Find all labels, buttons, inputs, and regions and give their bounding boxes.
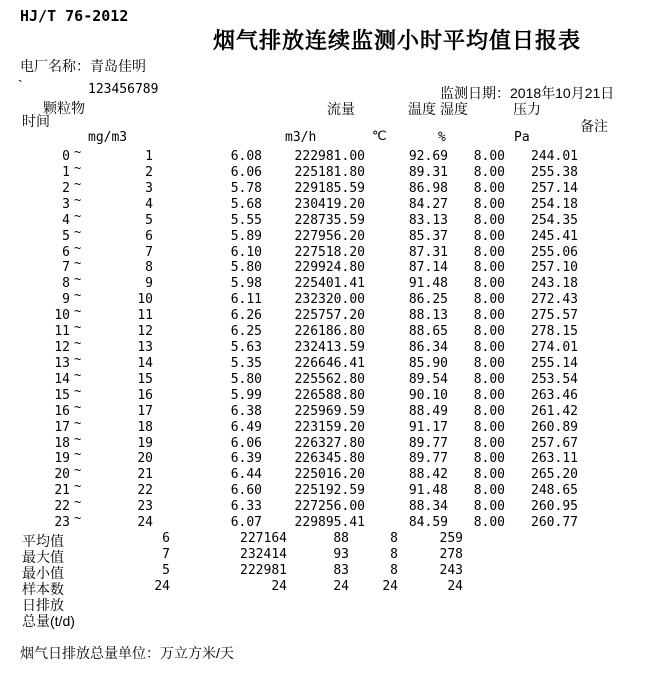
pressure-value: 254.18 [531,197,578,212]
humidity-value: 8.00 [473,467,505,482]
table-row [0,479,652,499]
flow-value: 225401.41 [294,276,365,291]
summary-flow-value: 232414 [240,547,287,562]
temperature-value: 85.37 [408,229,448,244]
tilde-separator: ~ [74,384,82,398]
pressure-value: 272.43 [531,292,578,307]
summary-pressure-value: 243 [439,563,463,578]
tilde-separator: ~ [74,193,82,207]
table-row [0,320,652,340]
summary-label: 平均值 [22,533,64,549]
hour-start: 18 [54,436,70,451]
temperature-value: 83.13 [408,213,448,228]
pressure-value: 260.77 [531,515,578,530]
summary-humidity-value: 24 [382,579,398,594]
plant-name-line [20,56,146,76]
summary-particulate-value: 6 [162,531,170,546]
humidity-value: 8.00 [473,388,505,403]
pressure-value: 260.89 [531,420,578,435]
unit-humidity: % [438,130,446,145]
pressure-value: 257.67 [531,436,578,451]
humidity-value: 8.00 [473,229,505,244]
particulate-value: 5.80 [230,372,262,387]
flow-value: 226588.80 [294,388,365,403]
standard-code: HJ/T 76-2012 [20,7,129,25]
flow-value: 229924.80 [294,260,365,275]
temperature-value: 84.59 [408,515,448,530]
hour-end: 1 [145,149,153,164]
temperature-value: 92.69 [408,149,448,164]
pressure-value: 274.01 [531,340,578,355]
temperature-value: 88.49 [408,404,448,419]
hour-end: 21 [137,467,153,482]
humidity-value: 8.00 [473,245,505,260]
temperature-value: 86.25 [408,292,448,307]
column-header-humidity: 湿度 [440,101,468,117]
unit-particulate: mg/m3 [88,130,128,145]
hour-start: 3 [62,197,70,212]
column-header-time: 时间 [22,113,50,129]
summary-row [0,547,652,563]
hour-end: 19 [137,436,153,451]
hour-start: 7 [62,260,70,275]
flow-value: 232413.59 [294,340,365,355]
summary-temperature-value: 83 [333,563,349,578]
particulate-value: 6.39 [230,451,262,466]
humidity-value: 8.00 [473,404,505,419]
particulate-value: 6.10 [230,245,262,260]
flow-value: 225562.80 [294,372,365,387]
hour-start: 5 [62,229,70,244]
summary-pressure-value: 259 [439,531,463,546]
summary-flow-value: 24 [271,579,287,594]
flow-value: 232320.00 [294,292,365,307]
tilde-separator: ~ [74,432,82,446]
footer-note: 烟气日排放总量单位：万立方米/天 [20,645,234,661]
tilde-separator: ~ [74,447,82,461]
table-row [0,193,652,213]
temperature-value: 88.13 [408,308,448,323]
flow-value: 227518.20 [294,245,365,260]
summary-temperature-value: 93 [333,547,349,562]
flow-value: 225016.20 [294,467,365,482]
hour-start: 13 [54,356,70,371]
temperature-value: 89.31 [408,165,448,180]
summary-row [0,563,652,579]
table-row [0,511,652,531]
column-header-flow: 流量 [327,101,355,117]
temperature-value: 89.54 [408,372,448,387]
humidity-value: 8.00 [473,260,505,275]
particulate-value: 5.98 [230,276,262,291]
pressure-value: 278.15 [531,324,578,339]
hour-start: 9 [62,292,70,307]
table-row [0,336,652,356]
table-row [0,416,652,436]
pressure-value: 257.14 [531,181,578,196]
column-header-remark: 备注 [580,118,608,134]
particulate-value: 5.80 [230,260,262,275]
humidity-value: 8.00 [473,420,505,435]
unit-flow: m3/h [285,130,317,145]
flow-value: 226186.80 [294,324,365,339]
summary-pressure-value: 278 [439,547,463,562]
tilde-separator: ~ [74,416,82,430]
humidity-value: 8.00 [473,515,505,530]
flow-value: 222981.00 [294,149,365,164]
temperature-value: 91.48 [408,483,448,498]
particulate-value: 6.06 [230,165,262,180]
particulate-value: 5.89 [230,229,262,244]
summary-label: 样本数 [22,581,64,597]
column-header-temperature: 温度 [408,101,436,117]
serial-number: 123456789 [88,82,159,97]
pressure-value: 245.41 [531,229,578,244]
table-row [0,256,652,276]
summary-row [0,579,652,595]
hour-start: 19 [54,451,70,466]
temperature-value: 91.17 [408,420,448,435]
tilde-separator: ~ [74,177,82,191]
flow-value: 226646.41 [294,356,365,371]
hour-end: 15 [137,372,153,387]
table-row [0,432,652,452]
particulate-value: 6.33 [230,499,262,514]
pressure-value: 263.46 [531,388,578,403]
hour-end: 22 [137,483,153,498]
flow-value: 226345.80 [294,451,365,466]
hour-end: 13 [137,340,153,355]
hour-end: 12 [137,324,153,339]
hour-start: 21 [54,483,70,498]
flow-value: 225969.59 [294,404,365,419]
hour-start: 8 [62,276,70,291]
flow-value: 229185.59 [294,181,365,196]
hour-start: 6 [62,245,70,260]
temperature-value: 87.31 [408,245,448,260]
summary-temperature-value: 88 [333,531,349,546]
hour-start: 1 [62,165,70,180]
hour-start: 0 [62,149,70,164]
particulate-value: 6.07 [230,515,262,530]
hour-end: 24 [137,515,153,530]
table-row [0,272,652,292]
pressure-value: 275.57 [531,308,578,323]
monitor-date-label: 监测日期： [440,85,510,101]
hour-end: 5 [145,213,153,228]
humidity-value: 8.00 [473,149,505,164]
hour-end: 11 [137,308,153,323]
temperature-value: 88.42 [408,467,448,482]
pressure-value: 253.54 [531,372,578,387]
tilde-separator: ~ [74,241,82,255]
particulate-value: 6.49 [230,420,262,435]
hour-end: 2 [145,165,153,180]
summary-particulate-value: 5 [162,563,170,578]
hour-start: 4 [62,213,70,228]
particulate-value: 6.26 [230,308,262,323]
table-row [0,145,652,165]
plant-name-label: 电厂名称： [20,58,90,74]
table-row [0,368,652,388]
pressure-value: 257.10 [531,260,578,275]
tilde-separator: ~ [74,209,82,223]
column-header-pressure: 压力 [513,101,541,117]
humidity-value: 8.00 [473,499,505,514]
humidity-value: 8.00 [473,292,505,307]
particulate-value: 5.99 [230,388,262,403]
summary-humidity-value: 8 [390,563,398,578]
particulate-value: 6.44 [230,467,262,482]
humidity-value: 8.00 [473,340,505,355]
humidity-value: 8.00 [473,213,505,228]
temperature-value: 88.34 [408,499,448,514]
humidity-value: 8.00 [473,181,505,196]
table-row [0,384,652,404]
tick-mark: ` [18,77,23,93]
table-row [0,447,652,467]
summary-temperature-value: 24 [333,579,349,594]
pressure-value: 255.38 [531,165,578,180]
table-row [0,288,652,308]
hour-end: 9 [145,276,153,291]
summary-row [0,531,652,547]
tilde-separator: ~ [74,145,82,159]
hour-start: 20 [54,467,70,482]
temperature-value: 85.90 [408,356,448,371]
temperature-value: 86.98 [408,181,448,196]
pressure-value: 243.18 [531,276,578,291]
particulate-value: 6.60 [230,483,262,498]
tilde-separator: ~ [74,352,82,366]
humidity-value: 8.00 [473,276,505,291]
table-row [0,463,652,483]
report-title: 烟气排放连续监测小时平均值日报表 [213,28,582,53]
tilde-separator: ~ [74,495,82,509]
pressure-value: 254.35 [531,213,578,228]
table-row [0,177,652,197]
tilde-separator: ~ [74,320,82,334]
hour-start: 12 [54,340,70,355]
hour-start: 15 [54,388,70,403]
summary-particulate-value: 7 [162,547,170,562]
summary-humidity-value: 8 [390,547,398,562]
particulate-value: 6.06 [230,436,262,451]
column-header-particulate: 颗粒物 [43,100,85,116]
particulate-value: 5.63 [230,340,262,355]
flow-value: 229895.41 [294,515,365,530]
summary-label: 最小值 [22,565,64,581]
particulate-value: 5.55 [230,213,262,228]
temperature-value: 87.14 [408,260,448,275]
pressure-value: 255.14 [531,356,578,371]
tilde-separator: ~ [74,400,82,414]
summary-flow-value: 227164 [240,531,287,546]
humidity-value: 8.00 [473,165,505,180]
humidity-value: 8.00 [473,324,505,339]
unit-pressure: Pa [514,130,530,145]
humidity-value: 8.00 [473,356,505,371]
temperature-value: 88.65 [408,324,448,339]
monitor-date-value: 2018年10月21日 [510,85,615,101]
hour-start: 2 [62,181,70,196]
table-row [0,161,652,181]
flow-value: 228735.59 [294,213,365,228]
tilde-separator: ~ [74,368,82,382]
particulate-value: 5.68 [230,197,262,212]
pressure-value: 248.65 [531,483,578,498]
flow-value: 227256.00 [294,499,365,514]
tilde-separator: ~ [74,225,82,239]
table-row [0,241,652,261]
summary-row [0,611,652,627]
humidity-value: 8.00 [473,308,505,323]
particulate-value: 6.08 [230,149,262,164]
table-row [0,225,652,245]
tilde-separator: ~ [74,463,82,477]
hour-start: 22 [54,499,70,514]
table-row [0,400,652,420]
plant-name-value: 青岛佳明 [90,58,146,74]
flow-value: 225181.80 [294,165,365,180]
summary-label: 日排放 [22,597,64,613]
temperature-value: 86.34 [408,340,448,355]
humidity-value: 8.00 [473,483,505,498]
flow-value: 227956.20 [294,229,365,244]
flow-value: 230419.20 [294,197,365,212]
particulate-value: 6.25 [230,324,262,339]
humidity-value: 8.00 [473,372,505,387]
hour-end: 7 [145,245,153,260]
tilde-separator: ~ [74,511,82,525]
tilde-separator: ~ [74,161,82,175]
pressure-value: 265.20 [531,467,578,482]
hour-end: 10 [137,292,153,307]
pressure-value: 261.42 [531,404,578,419]
hour-start: 16 [54,404,70,419]
table-row [0,495,652,515]
pressure-value: 260.95 [531,499,578,514]
particulate-value: 6.38 [230,404,262,419]
tilde-separator: ~ [74,288,82,302]
table-row [0,304,652,324]
humidity-value: 8.00 [473,197,505,212]
tilde-separator: ~ [74,304,82,318]
summary-flow-value: 222981 [240,563,287,578]
hour-end: 16 [137,388,153,403]
particulate-value: 6.11 [230,292,262,307]
hour-end: 18 [137,420,153,435]
summary-label: 最大值 [22,549,64,565]
tilde-separator: ~ [74,336,82,350]
humidity-value: 8.00 [473,451,505,466]
hour-end: 17 [137,404,153,419]
hour-start: 14 [54,372,70,387]
tilde-separator: ~ [74,256,82,270]
hour-end: 3 [145,181,153,196]
hour-end: 4 [145,197,153,212]
particulate-value: 5.78 [230,181,262,196]
flow-value: 225192.59 [294,483,365,498]
temperature-value: 89.77 [408,436,448,451]
humidity-value: 8.00 [473,436,505,451]
summary-pressure-value: 24 [447,579,463,594]
tilde-separator: ~ [74,272,82,286]
hour-start: 23 [54,515,70,530]
summary-particulate-value: 24 [154,579,170,594]
temperature-value: 90.10 [408,388,448,403]
summary-humidity-value: 8 [390,531,398,546]
temperature-value: 89.77 [408,451,448,466]
hour-end: 23 [137,499,153,514]
temperature-value: 91.48 [408,276,448,291]
hour-start: 11 [54,324,70,339]
pressure-value: 255.06 [531,245,578,260]
summary-row [0,595,652,611]
hour-end: 14 [137,356,153,371]
pressure-value: 263.11 [531,451,578,466]
pressure-value: 244.01 [531,149,578,164]
flow-value: 226327.80 [294,436,365,451]
hour-start: 10 [54,308,70,323]
flow-value: 223159.20 [294,420,365,435]
temperature-value: 84.27 [408,197,448,212]
tilde-separator: ~ [74,479,82,493]
hour-end: 20 [137,451,153,466]
hour-start: 17 [54,420,70,435]
unit-temperature: ℃ [372,128,387,143]
hour-end: 6 [145,229,153,244]
flow-value: 225757.20 [294,308,365,323]
table-row [0,352,652,372]
table-row [0,209,652,229]
hour-end: 8 [145,260,153,275]
particulate-value: 5.35 [230,356,262,371]
summary-label: 总量(t/d) [22,613,75,629]
